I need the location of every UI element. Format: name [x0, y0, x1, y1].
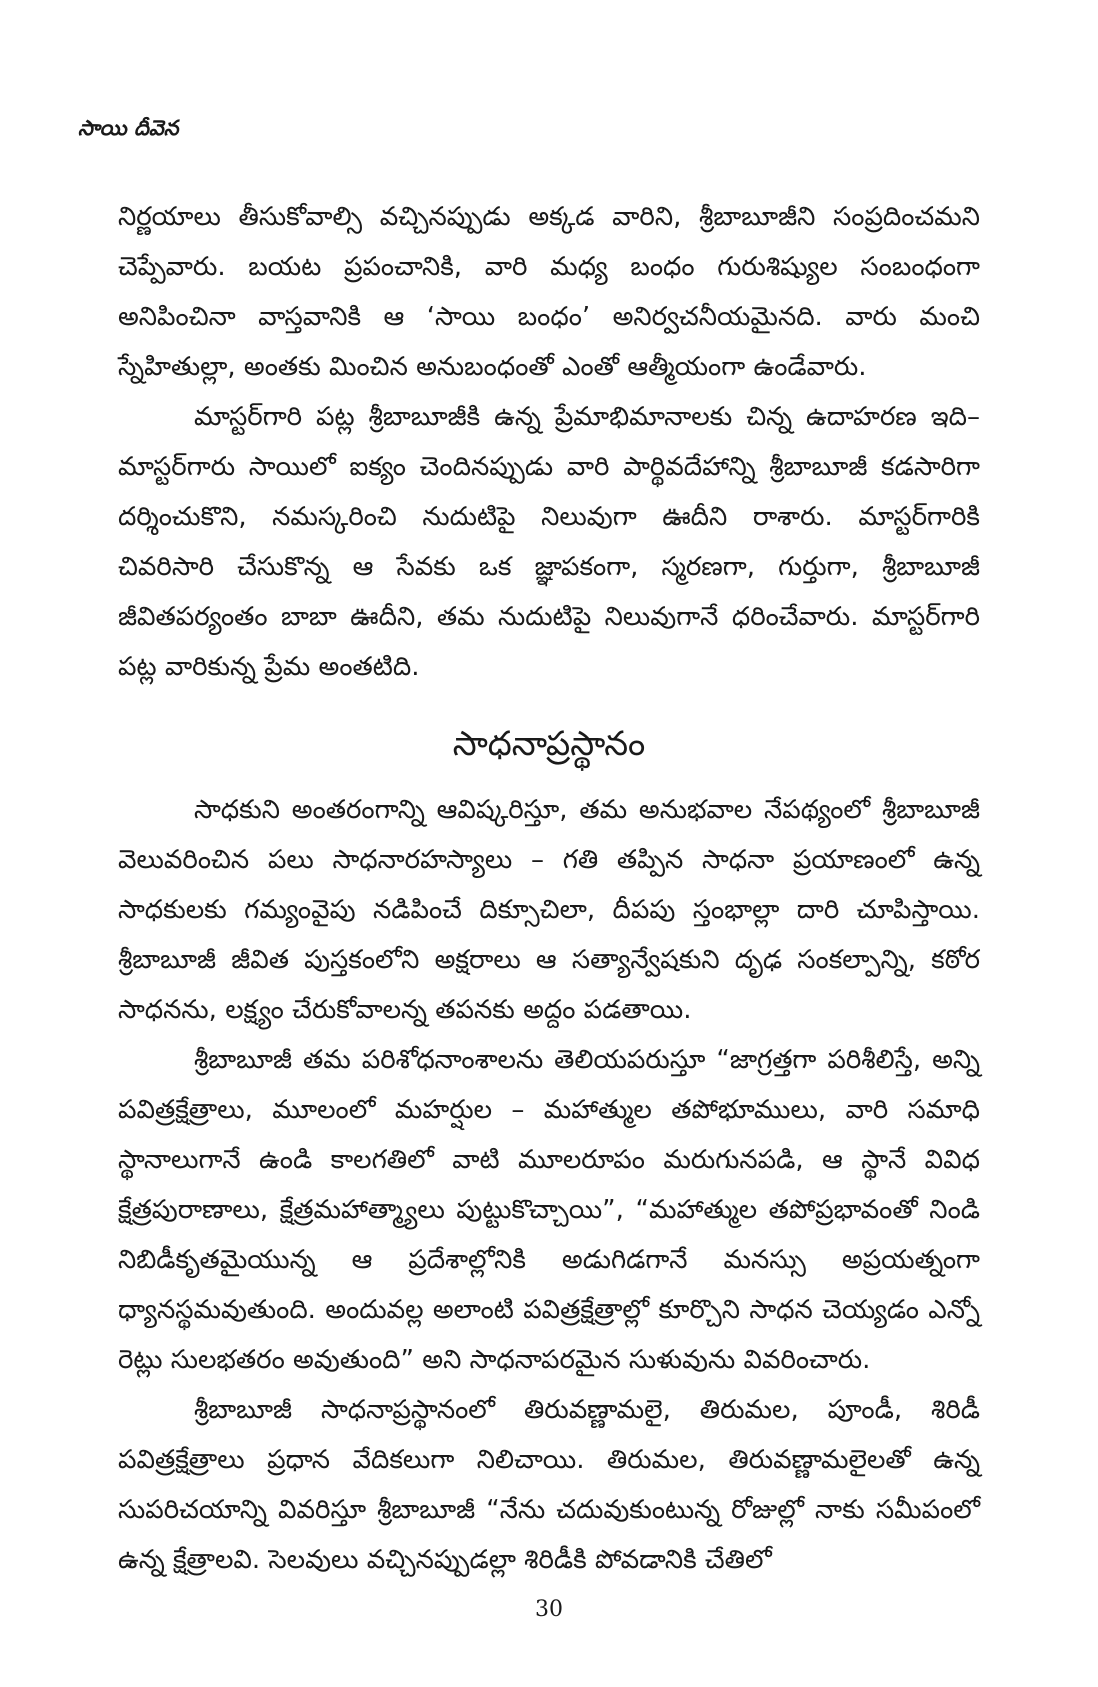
paragraph: నిర్ణయాలు తీసుకోవాల్సి వచ్చినప్పుడు అక్కడ వారిని, శ్రీబాబూజీని సంప్రదించమని చెప్పేవారు. బయట ప్రపంచానికి, వారి మధ్య బంధం గురుశిష్యుల సంబంధంగా అనిపించినా వాస్తవానికి ఆ ‘సాయి బంధం’ అనిర్వచనీయమైనది. వారు మంచి స్నేహితుల్లా, అంతకు మించిన అనుబంధంతో ఎంతో ఆత్మీయంగా ఉండేవారు.	[118, 202, 980, 382]
paragraph: శ్రీబాబూజీ తమ పరిశోధనాంశాలను తెలియపరుస్తూ “జాగ్రత్తగా పరిశీలిస్తే, అన్ని పవిత్రక్షేత్రాలు, మూలంలో మహర్షుల – మహాత్ముల తపోభూములు, వారి సమాధి స్థానాలుగానే ఉండి కాలగతిలో వాటి మూలరూపం మరుగునపడి, ఆ స్థానే వివిధ క్షేత్రపురాణాలు, క్షేత్రమహాత్మ్యాలు పుట్టుకొచ్చాయి”, “మహాత్ముల తపోప్రభావంతో నిండి నిబిడీకృతమైయున్న ఆ ప్రదేశాల్లోనికి అడుగిడగానే మనస్సు అప్రయత్నంగా ధ్యానస్థమవుతుంది. అందువల్ల అలాంటి పవిత్రక్షేత్రాల్లో కూర్చొని సాధన చెయ్యడం ఎన్నో రెట్లు సులభతరం అవుతుంది” అని సాధనాపరమైన సుళువును వివరించారు.	[118, 1045, 980, 1375]
running-header: సాయి దీవెన	[78, 116, 179, 140]
body-text-section-2	[118, 785, 980, 1585]
section-heading: సాధనాప్రస్థానం	[452, 724, 646, 764]
page-number: 30	[535, 1597, 563, 1622]
paragraph: మాస్టర్‌గారి పట్ల శ్రీబాబూజీకి ఉన్న ప్రేమాభిమానాలకు చిన్న ఉదాహరణ ఇది– మాస్టర్‌గారు సాయిలో ఐక్యం చెందినప్పుడు వారి పార్థివదేహాన్ని శ్రీబాబూజీ కడసారిగా దర్శించుకొని, నమస్కరించి నుదుటిపై నిలువుగా ఊదీని రాశారు. మాస్టర్‌గారికి చివరిసారి చేసుకొన్న ఆ సేవకు ఒక జ్ఞాపకంగా, స్మరణగా, గుర్తుగా, శ్రీబాబూజీ జీవితపర్యంతం బాబా ఊదీని, తమ నుదుటిపై నిలువుగానే ధరించేవారు. మాస్టర్‌గారి పట్ల వారికున్న ప్రేమ అంతటిది.	[118, 402, 980, 682]
body-text-section-1	[118, 192, 980, 692]
paragraph: శ్రీబాబూజీ సాధనాప్రస్థానంలో తిరువణ్ణామలై, తిరుమల, పూండీ, శిరిడీ పవిత్రక్షేత్రాలు ప్రధాన వేదికలుగా నిలిచాయి. తిరుమల, తిరువణ్ణామలైలతో ఉన్న సుపరిచయాన్ని వివరిస్తూ శ్రీబాబూజీ “నేను చదువుకుంటున్న రోజుల్లో నాకు సమీపంలో ఉన్న క్షేత్రాలవి. సెలవులు వచ్చినప్పుడల్లా శిరిడీకి పోవడానికి చేతిలో	[118, 1395, 980, 1575]
paragraph: సాధకుని అంతరంగాన్ని ఆవిష్కరిస్తూ, తమ అనుభవాల నేపథ్యంలో శ్రీబాబూజీ వెలువరించిన పలు సాధనారహస్యాలు – గతి తప్పిన సాధనా ప్రయాణంలో ఉన్న సాధకులకు గమ్యంవైపు నడిపించే దిక్సూచిలా, దీపపు స్తంభాల్లా దారి చూపిస్తాయి. శ్రీబాబూజీ జీవిత పుస్తకంలోని అక్షరాలు ఆ సత్యాన్వేషకుని దృఢ సంకల్పాన్ని, కఠోర సాధనను, లక్ష్యం చేరుకోవాలన్న తపనకు అద్దం పడతాయి.	[118, 795, 980, 1025]
